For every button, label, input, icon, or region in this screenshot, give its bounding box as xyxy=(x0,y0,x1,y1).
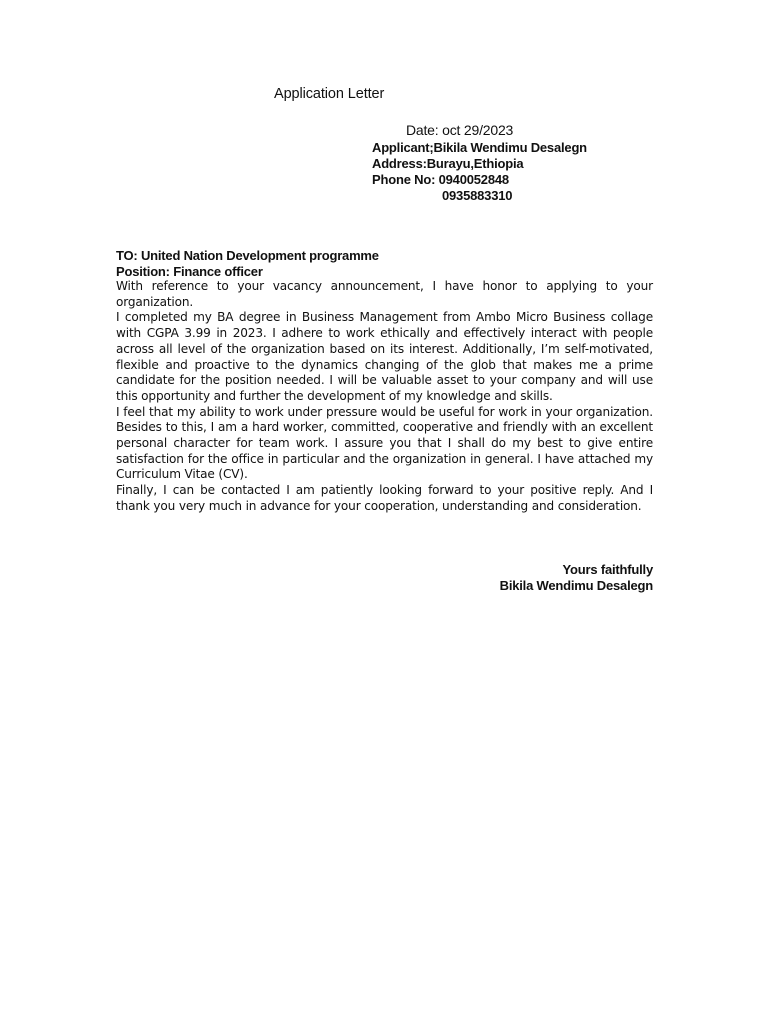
body-paragraph-intro: With reference to your vacancy announcement, I have honor to applying to your organization. xyxy=(116,279,653,309)
applicant-phone-alt: 0935883310 xyxy=(442,188,513,203)
recipient-block xyxy=(116,248,379,279)
letter-date: Date: oct 29/2023 xyxy=(406,122,514,138)
letter-body xyxy=(116,279,653,515)
position-applied: Position: Finance officer xyxy=(116,263,263,279)
closing-salutation: Yours faithfully xyxy=(562,562,653,577)
body-paragraph-qualifications: I completed my BA degree in Business Management from Ambo Micro Business collage with CGPA 3.99 in 2023. I adhere to work ethically and effectively interact with people across all level of the organization based on its interest. Additionally, I’m self-motivated, flexible and proactive to the dynamics changing of the glob that makes me a prime candidate for the position needed. I will be valuable asset to your company and will use this opportunity and further the development of my knowledge and skills. xyxy=(116,310,653,403)
applicant-name: Applicant;Bikila Wendimu Desalegn xyxy=(372,140,587,155)
recipient-organization: TO: United Nation Development programme xyxy=(116,248,379,263)
closing-block xyxy=(500,562,653,594)
body-paragraph-closing: Finally, I can be contacted I am patiently looking forward to your positive reply. And I thank you very much in advance for your cooperation, understanding and consideration. xyxy=(116,483,653,513)
letter-title: Application Letter xyxy=(274,86,385,102)
applicant-phone: Phone No: 0940052848 xyxy=(372,172,509,187)
applicant-address: Address:Burayu,Ethiopia xyxy=(372,156,524,171)
body-paragraph-abilities: I feel that my ability to work under pressure would be useful for work in your organization. Besides to this, I am a hard worker, committed, cooperative and friendly with an excellent personal character for team work. I assure you that I shall do my best to give entire satisfaction for the office in particular and the organization in general. I have attached my Curriculum Vitae (CV). xyxy=(116,404,653,482)
sender-block xyxy=(372,120,587,204)
signature-name: Bikila Wendimu Desalegn xyxy=(499,578,653,593)
